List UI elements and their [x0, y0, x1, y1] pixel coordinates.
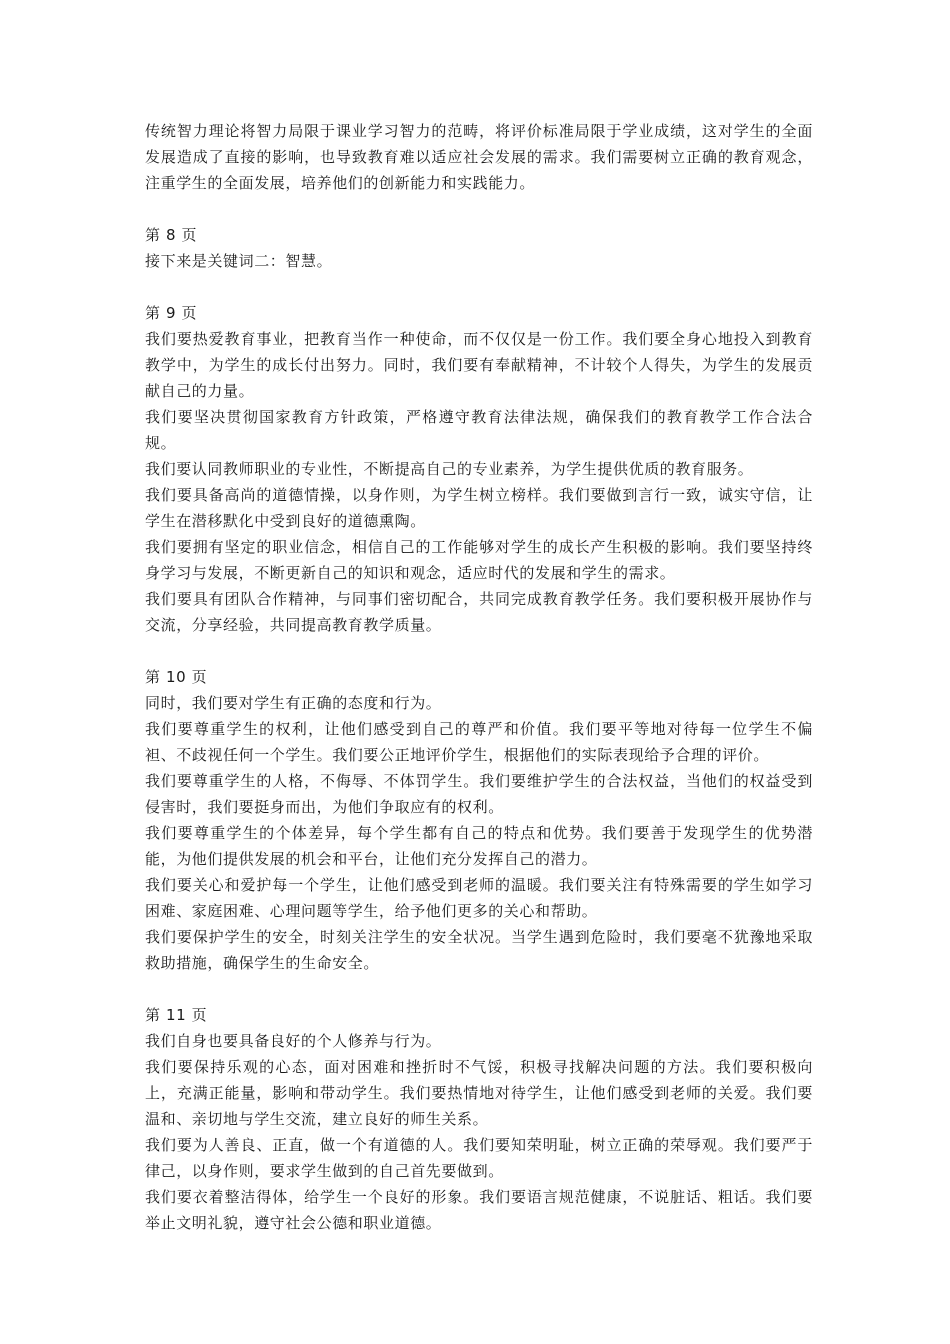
paragraph: 同时，我们要对学生有正确的态度和行为。 [145, 694, 442, 712]
paragraph: 我们要尊重学生的人格，不侮辱、不体罚学生。我们要维护学生的合法权益，当他们的权益受到侵害时，我们要挺身而出，为他们争取应有的权利。 [145, 772, 813, 816]
paragraph: 我们要尊重学生的个体差异，每个学生都有自己的特点和优势。我们要善于发现学生的优势潜能，为他们提供发展的机会和平台，让他们充分发挥自己的潜力。 [145, 824, 813, 868]
paragraph: 我们要保护学生的安全，时刻关注学生的安全状况。当学生遇到危险时，我们要毫不犹豫地采取救助措施，确保学生的生命安全。 [145, 928, 813, 972]
paragraph: 我们要认同教师职业的专业性，不断提高自己的专业素养，为学生提供优质的教育服务。 [145, 460, 754, 478]
paragraph: 我们要拥有坚定的职业信念，相信自己的工作能够对学生的成长产生积极的影响。我们要坚持终身学习与发展，不断更新自己的知识和观念，适应时代的发展和学生的需求。 [145, 538, 813, 582]
section-page-11 [145, 1002, 813, 1236]
paragraph: 我们要为人善良、正直，做一个有道德的人。我们要知荣明耻，树立正确的荣辱观。我们要严于律己，以身作则，要求学生做到的自己首先要做到。 [145, 1136, 813, 1180]
paragraph: 我们要关心和爱护每一个学生，让他们感受到老师的温暖。我们要关注有特殊需要的学生如学习困难、家庭困难、心理问题等学生，给予他们更多的关心和帮助。 [145, 876, 813, 920]
page-label: 第 10 页 [145, 668, 208, 686]
paragraph: 我们要坚决贯彻国家教育方针政策，严格遵守教育法律法规，确保我们的教育教学工作合法合规。 [145, 408, 813, 452]
paragraph: 我们要尊重学生的权利，让他们感受到自己的尊严和价值。我们要平等地对待每一位学生不偏袒、不歧视任何一个学生。我们要公正地评价学生，根据他们的实际表现给予合理的评价。 [145, 720, 813, 764]
paragraph: 我们要衣着整洁得体，给学生一个良好的形象。我们要语言规范健康，不说脏话、粗话。我们要举止文明礼貌，遵守社会公德和职业道德。 [145, 1188, 813, 1232]
section-gap [145, 976, 813, 1002]
paragraph: 我们自身也要具备良好的个人修养与行为。 [145, 1032, 442, 1050]
document-page [145, 118, 813, 1236]
section-gap [145, 196, 813, 222]
page-label: 第 9 页 [145, 304, 198, 322]
page-label: 第 8 页 [145, 226, 198, 244]
section-gap [145, 274, 813, 300]
paragraph: 我们要具有团队合作精神，与同事们密切配合，共同完成教育教学任务。我们要积极开展协作与交流，分享经验，共同提高教育教学质量。 [145, 590, 813, 634]
section-gap [145, 638, 813, 664]
intro-paragraph: 传统智力理论将智力局限于课业学习智力的范畴，将评价标准局限于学业成绩，这对学生的全面发展造成了直接的影响，也导致教育难以适应社会发展的需求。我们需要树立正确的教育观念，注重学生的全面发展，培养他们的创新能力和实践能力。 [145, 122, 813, 192]
paragraph: 我们要具备高尚的道德情操，以身作则，为学生树立榜样。我们要做到言行一致，诚实守信，让学生在潜移默化中受到良好的道德熏陶。 [145, 486, 813, 530]
paragraph: 我们要热爱教育事业，把教育当作一种使命，而不仅仅是一份工作。我们要全身心地投入到教育教学中，为学生的成长付出努力。同时，我们要有奉献精神，不计较个人得失，为学生的发展贡献自己的力量。 [145, 330, 813, 400]
paragraph: 我们要保持乐观的心态，面对困难和挫折时不气馁，积极寻找解决问题的方法。我们要积极向上，充满正能量，影响和带动学生。我们要热情地对待学生，让他们感受到老师的关爱。我们要温和、亲切地与学生交流，建立良好的师生关系。 [145, 1058, 813, 1128]
section-page-10 [145, 664, 813, 976]
page-label: 第 11 页 [145, 1006, 208, 1024]
section-page-8 [145, 222, 813, 274]
paragraph: 接下来是关键词二：智慧。 [145, 252, 333, 270]
section-page-9 [145, 300, 813, 638]
